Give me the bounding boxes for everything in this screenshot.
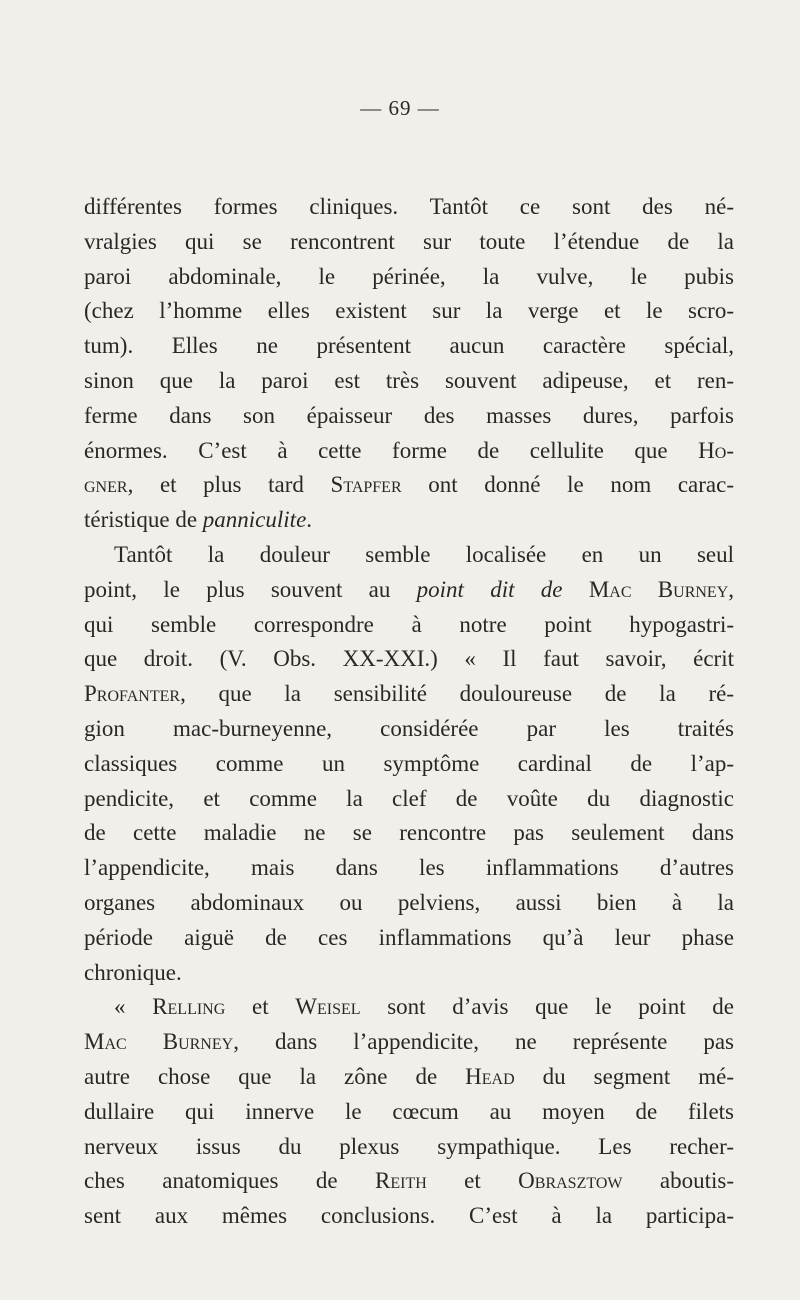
text-line	[84, 1130, 734, 1165]
text-segment: .	[306, 507, 313, 533]
text-segment: l’appendicite, mais dans les inflammations d’autres	[84, 855, 734, 881]
text-segment: que droit. (V. Obs. XX-XXI.) « Il faut savoir, écrit	[84, 646, 734, 672]
text-line	[84, 851, 734, 886]
text-line	[84, 399, 734, 434]
author-name: gner	[84, 472, 128, 498]
text-segment: , et plus tard	[127, 472, 331, 498]
author-name: Ho-	[698, 437, 734, 463]
text-line	[84, 538, 734, 573]
text-line	[84, 364, 734, 399]
text-line	[84, 225, 734, 260]
text-line	[84, 573, 734, 608]
text-segment: vralgies qui se rencontrent sur toute l’étendue de la	[84, 228, 734, 254]
author-name: Relling	[152, 994, 226, 1020]
author-name: Weisel	[295, 994, 361, 1020]
text-segment: sont d’avis que le point de	[360, 994, 734, 1020]
text-line	[84, 294, 734, 329]
author-name: Obrasztow	[518, 1168, 623, 1194]
text-segment: gion mac-burneyenne, considérée par les traités	[84, 715, 734, 741]
author-name: Profanter	[84, 681, 181, 707]
text-segment: ,	[728, 576, 734, 602]
text-segment: dullaire qui innerve le cœcum au moyen de filets	[84, 1098, 734, 1124]
text-segment: aboutis-	[622, 1168, 734, 1194]
text-segment: paroi abdominale, le périnée, la vulve, le pubis	[84, 263, 734, 289]
text-segment: , que la sensibilité douloureuse de la ré-	[180, 681, 734, 707]
text-line	[84, 1060, 734, 1095]
author-name: Head	[465, 1063, 515, 1089]
text-segment: classiques comme un symptôme cardinal de l’ap-	[84, 750, 734, 776]
text-line	[84, 921, 734, 956]
text-segment: sent aux mêmes conclusions. C’est à la participa-	[84, 1203, 734, 1229]
body-text	[84, 190, 734, 1234]
text-line	[84, 1095, 734, 1130]
text-segment: ches anatomiques de	[84, 1168, 375, 1194]
text-line	[84, 468, 734, 503]
text-segment: (chez l’homme elles existent sur la verge et le scro-	[84, 298, 734, 324]
text-line	[84, 1164, 734, 1199]
text-segment: Tantôt la douleur semble localisée en un seul	[114, 541, 734, 567]
text-segment: point, le plus souvent au	[84, 576, 417, 602]
text-line	[84, 782, 734, 817]
text-segment: et	[426, 1168, 519, 1194]
text-segment: du segment mé-	[514, 1063, 734, 1089]
text-segment: chronique.	[84, 959, 182, 985]
author-name: Mac Burney	[84, 1029, 234, 1055]
text-segment: , dans l’appendicite, ne représente pas	[233, 1029, 734, 1055]
text-segment: énormes. C’est à cette forme de cellulite que	[84, 437, 699, 463]
italic-text: panniculite	[202, 507, 307, 533]
text-segment: «	[114, 994, 153, 1020]
text-segment: autre chose que la zône de	[84, 1063, 466, 1089]
text-segment: sinon que la paroi est très souvent adipeuse, et ren-	[84, 367, 734, 393]
text-segment: de cette maladie ne se rencontre pas seulement dans	[84, 820, 734, 846]
text-line	[84, 1199, 734, 1234]
author-name: Mac Burney	[588, 576, 729, 602]
text-line	[84, 434, 734, 469]
author-name: Stapfer	[330, 472, 402, 498]
italic-text: point dit de	[416, 576, 563, 602]
text-line	[84, 712, 734, 747]
text-segment: pendicite, et comme la clef de voûte du diagnostic	[84, 785, 734, 811]
text-line	[84, 990, 734, 1025]
text-line	[84, 816, 734, 851]
author-name: Reith	[375, 1168, 427, 1194]
text-segment: tum). Elles ne présentent aucun caractère spécial,	[84, 333, 734, 359]
text-segment: et	[225, 994, 296, 1020]
text-line	[84, 608, 734, 643]
text-line	[84, 886, 734, 921]
text-line	[84, 956, 734, 991]
text-segment: qui semble correspondre à notre point hypogastri-	[84, 611, 734, 637]
text-segment	[563, 577, 589, 602]
text-line	[84, 503, 734, 538]
text-segment: téristique de	[84, 507, 203, 533]
text-line	[84, 260, 734, 295]
text-segment: nerveux issus du plexus sympathique. Les recher-	[84, 1133, 734, 1159]
text-segment: période aiguë de ces inflammations qu’à leur phase	[84, 924, 734, 950]
text-line	[84, 677, 734, 712]
text-line	[84, 190, 734, 225]
text-segment: ont donné le nom carac-	[401, 472, 734, 498]
text-line	[84, 1025, 734, 1060]
text-segment: ferme dans son épaisseur des masses dures, parfois	[84, 402, 734, 428]
text-line	[84, 642, 734, 677]
text-line	[84, 747, 734, 782]
text-segment: différentes formes cliniques. Tantôt ce sont des né-	[84, 194, 734, 219]
text-line	[84, 329, 734, 364]
text-segment: organes abdominaux ou pelviens, aussi bien à la	[84, 889, 734, 915]
page-number: — 69 —	[360, 96, 440, 120]
